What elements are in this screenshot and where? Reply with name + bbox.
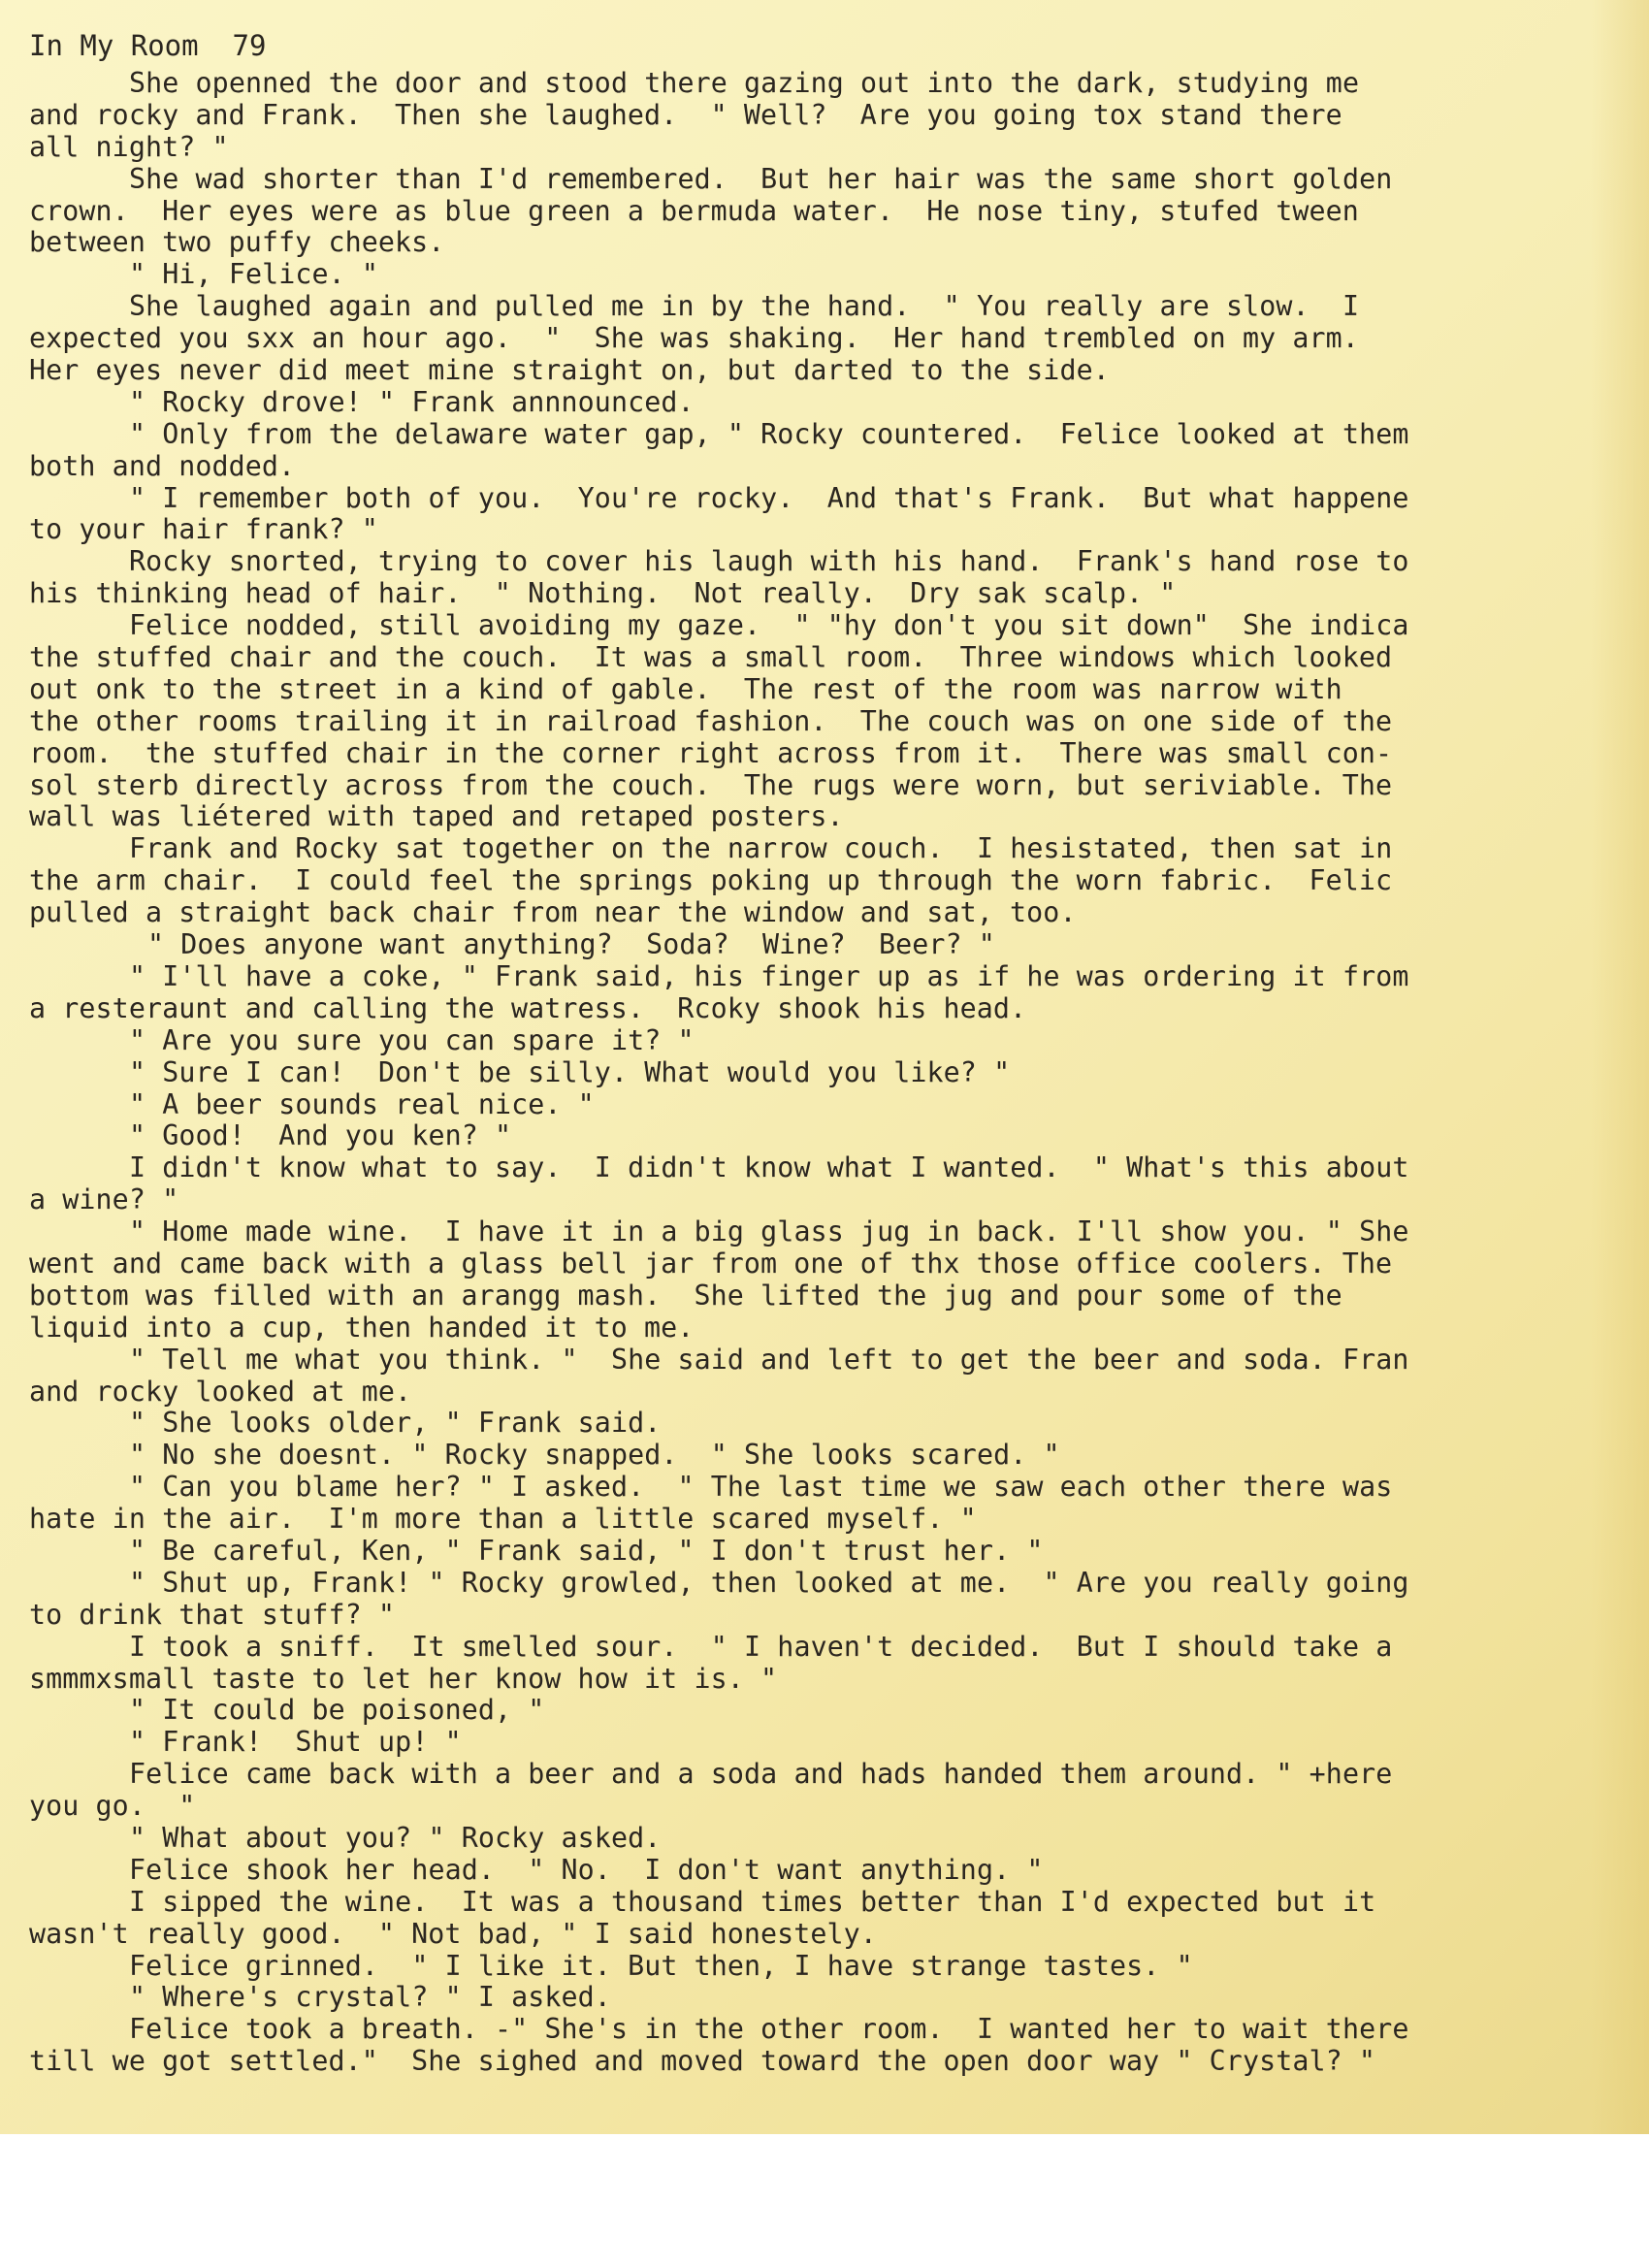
text-line: out onk to the street in a kind of gable. The rest of the room was narrow with bbox=[29, 672, 1342, 705]
text-line: " She looks older, " Frank said. bbox=[129, 1407, 662, 1440]
text-line: Felice grinned. " I like it. But then, I have strange tastes. " bbox=[129, 1949, 1193, 1982]
text-line: to your hair frank? " bbox=[29, 513, 378, 546]
text-line: " Does anyone want anything? Soda? Wine? Beer? " bbox=[147, 928, 995, 961]
text-line: Felice came back with a beer and a soda and hads handed them around. " +here bbox=[129, 1758, 1393, 1791]
text-line: you go. " bbox=[29, 1790, 196, 1823]
text-line: expected you sxx an hour ago. " She was shaking. Her hand trembled on my arm. bbox=[29, 322, 1359, 355]
text-line: She openned the door and stood there gazing out into the dark, studying me bbox=[129, 67, 1360, 99]
text-line: Rocky snorted, trying to cover his laugh with his hand. Frank's hand rose to bbox=[129, 545, 1409, 578]
text-line: I took a sniff. It smelled sour. " I haven't decided. But I should take a bbox=[129, 1630, 1393, 1663]
text-line: crown. Her eyes were as blue green a bermuda water. He nose tiny, stufed tween bbox=[29, 194, 1359, 227]
text-line: both and nodded. bbox=[29, 449, 296, 482]
text-line: I didn't know what to say. I didn't know what I wanted. " What's this about bbox=[129, 1151, 1409, 1184]
text-line: She laughed again and pulled me in by the hand. " You really are slow. I bbox=[129, 290, 1360, 323]
text-line: the stuffed chair and the couch. It was a small room. Three windows which looked bbox=[29, 641, 1393, 674]
text-line: all night? " bbox=[29, 130, 229, 163]
text-line: " No she doesnt. " Rocky snapped. " She looks scared. " bbox=[129, 1439, 1060, 1472]
text-line: the other rooms trailing it in railroad fashion. The couch was on one side of the bbox=[29, 704, 1393, 737]
text-line: Felice shook her head. " No. I don't want anything. " bbox=[129, 1853, 1044, 1886]
text-line: Frank and Rocky sat together on the narrow couch. I hesistated, then sat in bbox=[129, 832, 1393, 865]
text-line: " Shut up, Frank! " Rocky growled, then looked at me. " Are you really going bbox=[129, 1566, 1409, 1599]
text-line: " I remember both of you. You're rocky. And that's Frank. But what happene bbox=[129, 481, 1409, 514]
text-line: " I'll have a coke, " Frank said, his finger up as if he was ordering it from bbox=[129, 959, 1409, 992]
text-line: smmmxsmall taste to let her know how it is. " bbox=[29, 1662, 778, 1695]
text-line: " Be careful, Ken, " Frank said, " I don't trust her. " bbox=[129, 1534, 1044, 1567]
text-line: " Good! And you ken? " bbox=[129, 1119, 512, 1152]
text-line: pulled a straight back chair from near the window and sat, too. bbox=[29, 896, 1077, 929]
text-line: " What about you? " Rocky asked. bbox=[129, 1821, 662, 1854]
manuscript-body bbox=[29, 68, 1649, 2078]
text-line: She wad shorter than I'd remembered. But her hair was the same short golden bbox=[129, 162, 1393, 195]
text-line: " It could be poisoned, " bbox=[129, 1694, 545, 1727]
text-line: to drink that stuff? " bbox=[29, 1598, 395, 1631]
text-line: " Where's crystal? " I asked. bbox=[129, 1981, 611, 2014]
text-line: " Frank! Shut up! " bbox=[129, 1726, 462, 1759]
text-line: " Tell me what you think. " She said and left to get the beer and soda. Fran bbox=[129, 1343, 1409, 1376]
text-line: and rocky and Frank. Then she laughed. " Well? Are you going tox stand there bbox=[29, 98, 1342, 131]
text-line: wall was liétered with taped and retaped posters. bbox=[29, 800, 844, 833]
text-line: Felice took a breath. -" She's in the other room. I wanted her to wait there bbox=[129, 2013, 1409, 2046]
text-line: " Rocky drove! " Frank annnounced. bbox=[129, 385, 695, 418]
text-line: room. the stuffed chair in the corner right across from it. There was small con- bbox=[29, 736, 1393, 769]
text-line: went and came back with a glass bell jar from one of thx those office coolers. The bbox=[29, 1247, 1393, 1280]
text-line: " A beer sounds real nice. " bbox=[129, 1087, 595, 1120]
text-line: bottom was filled with an arangg mash. She lifted the jug and pour some of the bbox=[29, 1279, 1342, 1312]
text-line: Her eyes never did meet mine straight on, but darted to the side. bbox=[29, 354, 1110, 387]
text-line: " Only from the delaware water gap, " Rocky countered. Felice looked at them bbox=[129, 417, 1409, 450]
text-line: I sipped the wine. It was a thousand times better than I'd expected but it bbox=[129, 1885, 1376, 1918]
text-line: " Home made wine. I have it in a big glass jug in back. I'll show you. " She bbox=[129, 1215, 1409, 1248]
text-line: a wine? " bbox=[29, 1183, 179, 1216]
text-line: sol sterb directly across from the couch. The rugs were worn, but seriviable. The bbox=[29, 768, 1393, 801]
text-line: " Can you blame her? " I asked. " The last time we saw each other there was bbox=[129, 1471, 1393, 1504]
text-line: " Are you sure you can spare it? " bbox=[129, 1023, 695, 1056]
text-line: between two puffy cheeks. bbox=[29, 226, 445, 259]
page-header: In My Room 79 bbox=[29, 29, 267, 62]
text-line: the arm chair. I could feel the springs poking up through the worn fabric. Felic bbox=[29, 864, 1393, 897]
text-line: hate in the air. I'm more than a little scared myself. " bbox=[29, 1503, 977, 1536]
text-line: " Hi, Felice. " bbox=[129, 258, 379, 291]
text-line: wasn't really good. " Not bad, " I said honestely. bbox=[29, 1917, 877, 1950]
text-line: " Sure I can! Don't be silly. What would you like? " bbox=[129, 1055, 1011, 1088]
text-line: till we got settled." She sighed and moved toward the open door way " Crystal? " bbox=[29, 2045, 1376, 2078]
text-line: a resteraunt and calling the watress. Rcoky shook his head. bbox=[29, 991, 1027, 1024]
text-line: and rocky looked at me. bbox=[29, 1375, 412, 1408]
text-line: Felice nodded, still avoiding my gaze. " "hy don't you sit down" She indica bbox=[129, 609, 1409, 642]
text-line: liquid into a cup, then handed it to me. bbox=[29, 1311, 695, 1344]
text-line: his thinking head of hair. " Nothing. Not really. Dry sak scalp. " bbox=[29, 577, 1177, 610]
